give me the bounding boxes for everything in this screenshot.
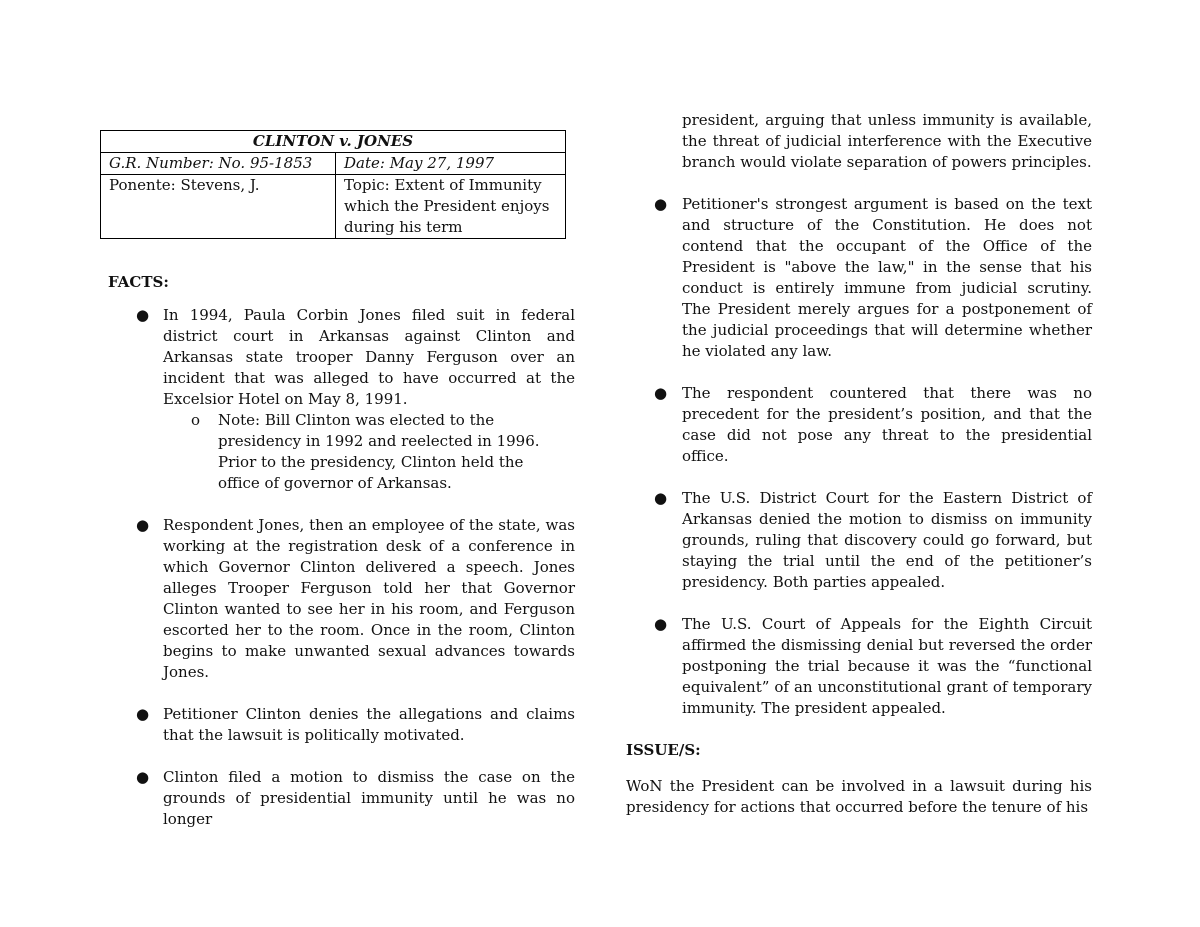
list-item xyxy=(100,515,575,683)
sub-list xyxy=(163,410,575,494)
bullet-icon: ● xyxy=(136,516,150,534)
facts-heading: FACTS: xyxy=(108,273,169,291)
bullet-icon: ● xyxy=(654,195,668,213)
left-column xyxy=(100,130,575,851)
fact-text: In 1994, Paula Corbin Jones filed suit in federal district court in Arkansas against Clinton and Arkansas state trooper Danny Ferguson over an incident that was alleged to have occurred at the Excelsior Hotel on May 8, 1991. xyxy=(163,306,575,408)
topic: Topic: Extent of Immunity which the President enjoys during his term xyxy=(336,175,566,239)
facts-list-continued xyxy=(626,194,1092,719)
bullet-icon: ● xyxy=(136,306,150,324)
list-item xyxy=(626,614,1092,719)
fact-text: The respondent countered that there was no precedent for the president’s position, and that the case did not pose any threat to the presidential office. xyxy=(682,384,1092,465)
facts-list xyxy=(100,305,575,830)
list-item xyxy=(100,305,575,494)
issues-heading: ISSUE/S: xyxy=(626,741,701,759)
case-title: CLINTON v. JONES xyxy=(101,131,566,153)
note-text: Note: Bill Clinton was elected to the presidency in 1992 and reelected in 1996. Prior to the presidency, Clinton held the office of governor of Arkansas. xyxy=(218,411,540,492)
fact-text: Petitioner Clinton denies the allegations and claims that the lawsuit is politically motivated. xyxy=(163,705,575,744)
bullet-icon: ● xyxy=(654,615,668,633)
list-item xyxy=(626,488,1092,593)
bullet-icon: ● xyxy=(136,705,150,723)
bullet-icon: ● xyxy=(136,768,150,786)
case-date: Date: May 27, 1997 xyxy=(336,153,566,175)
list-item xyxy=(100,704,575,746)
gr-number: G.R. Number: No. 95-1853 xyxy=(101,153,336,175)
sub-list-item xyxy=(163,410,563,494)
fact-text: Clinton filed a motion to dismiss the case on the grounds of presidential immunity until he was no longer xyxy=(163,768,575,828)
ponente: Ponente: Stevens, J. xyxy=(101,175,336,239)
list-item xyxy=(626,194,1092,362)
fact-text: Petitioner's strongest argument is based on the text and structure of the Constitution. He does not contend that the occupant of the Office of the President is "above the law," in the sense that his conduct is entirely immune from judicial scrutiny. The President merely argues for a postponement of the judicial proceedings that will determine whether he violated any law. xyxy=(682,195,1092,360)
fact-text: The U.S. Court of Appeals for the Eighth Circuit affirmed the dismissing denial but reversed the order postponing the trial because it was the “functional equivalent” of an unconstitutional grant of temporary immunity. The president appealed. xyxy=(682,615,1092,717)
bullet-icon: ● xyxy=(654,384,668,402)
case-header-table xyxy=(100,130,566,239)
list-item xyxy=(626,383,1092,467)
fact-text: The U.S. District Court for the Eastern District of Arkansas denied the motion to dismiss on immunity grounds, ruling that discovery could go forward, but staying the trial until the end of the petitioner’s presidency. Both parties appealed. xyxy=(682,489,1092,591)
bullet-icon: ● xyxy=(654,489,668,507)
issue-text: WoN the President can be involved in a lawsuit during his presidency for actions that occurred before the tenure of his xyxy=(626,777,1092,816)
fact-text: Respondent Jones, then an employee of the state, was working at the registration desk of a conference in which Governor Clinton delivered a speech. Jones alleges Trooper Ferguson told her that Governor Clinton wanted to see her in his room, and Ferguson escorted her to the room. Once in the room, Clinton begins to make unwanted sexual advances towards Jones. xyxy=(163,516,575,681)
circle-bullet-icon: o xyxy=(191,411,201,429)
list-item xyxy=(100,767,575,830)
fact-continuation: president, arguing that unless immunity is available, the threat of judicial interference with the Executive branch would violate separation of powers principles. xyxy=(682,111,1092,171)
right-column xyxy=(626,110,1092,818)
